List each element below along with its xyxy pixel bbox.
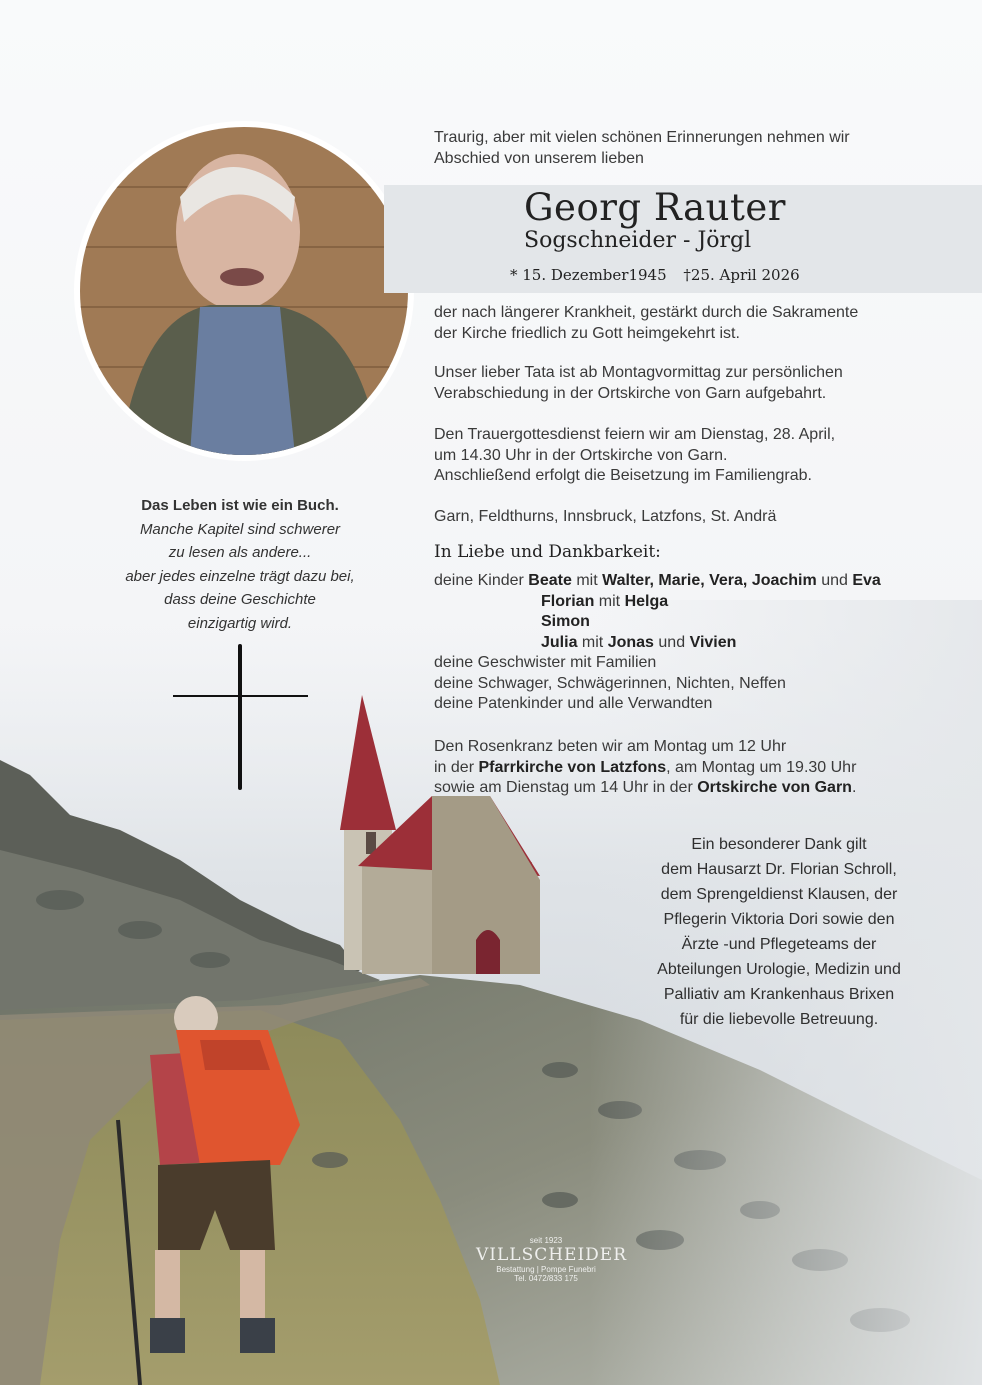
thanks-line: dem Sprengeldienst Klausen, der (660, 886, 898, 903)
children-line-1 (434, 571, 974, 592)
mourners-heading: In Liebe und Dankbarkeit: (434, 542, 661, 562)
paragraph-line: Verabschiedung in der Ortskirche von Garn aufgebahrt. (434, 384, 827, 402)
paragraph-line: Unser lieber Tata ist ab Montagvormittag zur persönlichen (434, 364, 843, 381)
quote-heading: Das Leben ist wie ein Buch. (141, 497, 339, 514)
paragraph-line: um 14.30 Uhr in der Ortskirche von Garn. (434, 446, 728, 464)
connector: mit (598, 592, 621, 610)
children-line-3 (434, 612, 974, 633)
thanks-block (620, 832, 938, 1032)
rosary-text: sowie am Dienstag um 14 Uhr in der (434, 779, 693, 796)
logo-since: seit 1923 (529, 1236, 563, 1245)
child-name: Julia (541, 633, 578, 651)
godchildren-line: deine Patenkinder und alle Verwandten (434, 695, 713, 712)
rosary-line-3 (434, 778, 974, 799)
quote-line: aber jedes einzelne trägt dazu bei, (125, 567, 355, 585)
rosary-text: in der (434, 758, 475, 776)
thanks-line: Pflegerin Viktoria Dori sowie den (663, 911, 895, 928)
deceased-name: Georg Rauter (524, 186, 786, 229)
thanks-line: Palliativ am Krankenhaus Brixen (663, 986, 895, 1003)
intro-line-2: Abschied von unserem lieben (434, 150, 644, 167)
rosary-text: . (851, 779, 857, 796)
quote-line: zu lesen als andere... (168, 544, 312, 561)
thanks-line: Ein besonderer Dank gilt (691, 836, 867, 853)
quote-line: Manche Kapitel sind schwerer (139, 520, 341, 538)
paragraph-funeral (434, 425, 974, 487)
quote-line: einzigartig wird. (187, 614, 293, 632)
thanks-line: Ärzte -und Pflegeteams der (681, 936, 877, 953)
cross-icon-bar (173, 695, 308, 697)
deceased-nickname: Sogschneider - Jörgl (524, 228, 752, 253)
children-prefix: deine Kinder (434, 572, 524, 589)
thanks-line: Abteilungen Urologie, Medizin und (657, 961, 901, 978)
portrait-illustration (80, 127, 408, 455)
intro-line-1: Traurig, aber mit vielen schönen Erinnerungen nehmen wir (434, 129, 850, 146)
rosary-place: Ortskirche von Garn (697, 779, 852, 796)
funeral-home-logo (476, 1236, 628, 1283)
rosary-line-2 (434, 758, 974, 779)
logo-phone: Tel. 0472/833 175 (514, 1274, 578, 1283)
paragraph-viewing (434, 363, 974, 404)
child-family: Vivien (689, 633, 737, 651)
paragraph-line: der Kirche friedlich zu Gott heimgekehrt ist. (434, 324, 740, 342)
connector: mit (581, 633, 604, 651)
children-line-2 (434, 592, 974, 613)
child-name: Florian (541, 592, 595, 610)
thanks-line: dem Hausarzt Dr. Florian Schroll, (661, 861, 897, 878)
death-date: †25. April 2026 (683, 266, 800, 284)
child-name: Simon (541, 613, 590, 630)
rosary-paragraph (434, 737, 974, 799)
life-dates (510, 266, 812, 284)
connector: und (821, 572, 848, 589)
child-family: Jonas (607, 633, 654, 651)
connector: und (658, 633, 686, 651)
children-line-4 (434, 633, 974, 654)
child-family: Walter, Marie, Vera, Joachim (602, 572, 817, 589)
connector: mit (576, 572, 598, 589)
logo-subtitle: Bestattung | Pompe Funebri (496, 1265, 596, 1274)
inlaws-line: deine Schwager, Schwägerinnen, Nichten, Neffen (434, 674, 786, 692)
paragraph-line: Den Trauergottesdienst feiern wir am Dienstag, 28. April, (434, 426, 836, 443)
cross-icon (238, 644, 242, 790)
intro-text (434, 127, 934, 169)
child-name: Beate (528, 572, 572, 589)
portrait-photo (80, 127, 408, 455)
places-line: Garn, Feldthurns, Innsbruck, Latzfons, St. Andrä (434, 508, 777, 525)
child-family: Eva (852, 572, 881, 589)
quote-line: dass deine Geschichte (164, 591, 316, 608)
child-family: Helga (624, 592, 669, 610)
quote-block (100, 494, 380, 635)
paragraph-passing (434, 303, 974, 344)
birth-date: * 15. Dezember1945 (510, 266, 667, 284)
paragraph-line: Anschließend erfolgt die Beisetzung im Familiengrab. (434, 467, 812, 484)
rosary-line-1: Den Rosenkranz beten wir am Montag um 12 Uhr (434, 738, 787, 755)
thanks-line: für die liebevolle Betreuung. (679, 1011, 879, 1028)
siblings-line: deine Geschwister mit Familien (434, 654, 657, 671)
rosary-place: Pfarrkirche von Latzfons (478, 758, 667, 776)
logo-brand: VILLSCHEIDER (476, 1245, 628, 1265)
paragraph-line: der nach längerer Krankheit, gestärkt durch die Sakramente (434, 304, 859, 321)
rosary-text: , am Montag um 19.30 Uhr (666, 758, 857, 776)
mourners-list (434, 571, 974, 715)
